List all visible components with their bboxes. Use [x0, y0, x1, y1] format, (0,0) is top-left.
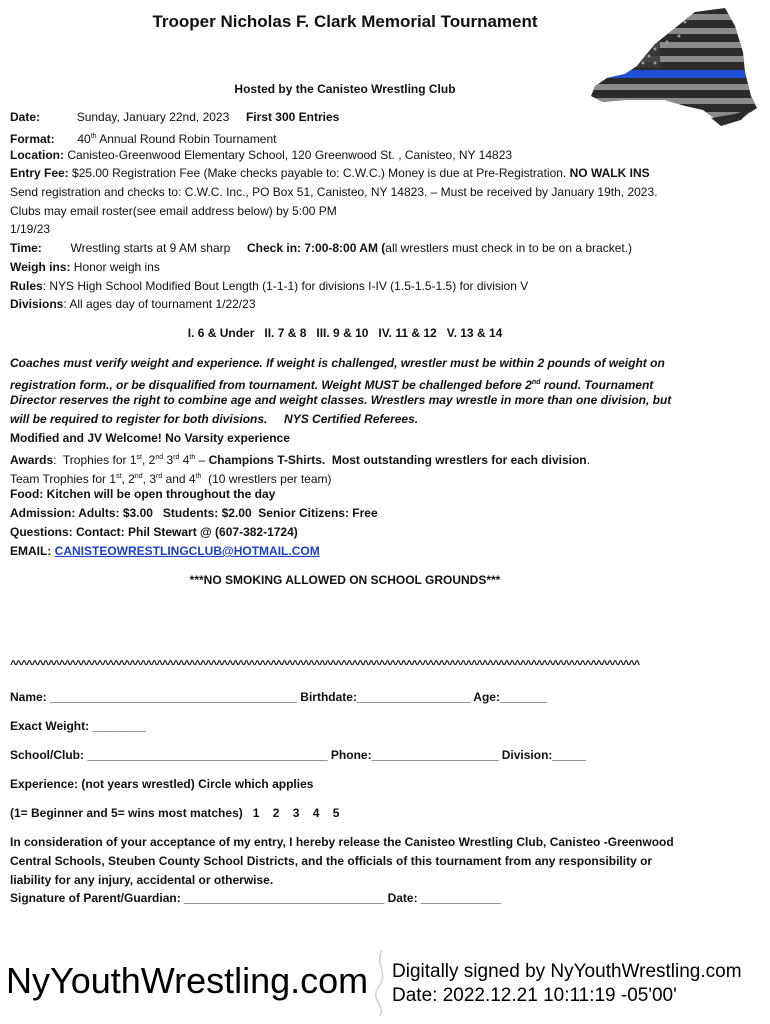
experience-scale-line: (1= Beginner and 5= wins most matches) 1 2 3 4 5 [10, 806, 340, 820]
awards-sup-3: rd [173, 454, 180, 461]
location-label: Location: [10, 148, 64, 162]
email-label: EMAIL: [10, 544, 55, 558]
send-registration-line: Send registration and checks to: C.W.C. Inc., PO Box 51, Canisteo, NY 14823. – Must be received by January 19th, 2023. [10, 185, 658, 199]
location-value: Canisteo-Greenwood Elementary School, 120 Greenwood St. , Canisteo, NY 14823 [67, 148, 513, 162]
school-field-line: School/Club: ____________________________________ Phone:___________________ Division:_____ [10, 748, 586, 762]
awards-place-4: 4 [179, 453, 190, 467]
awards-trophies-text: : Trophies for 1 [53, 453, 137, 467]
team-sup-4: th [195, 473, 202, 480]
format-row [10, 129, 276, 147]
checkin-label: Check in: 7:00-8:00 AM ( [247, 241, 386, 255]
hosted-by: Hosted by the Canisteo Wrestling Club [234, 82, 456, 96]
rules-line-1: Coaches must verify weight and experience. If weight is challenged, wrestler must be within 2 pounds of weight on [10, 356, 665, 370]
awards-place-3: 3 [163, 453, 174, 467]
divisions-value: : All ages day of tournament 1/22/23 [63, 297, 256, 311]
entry-fee-value: $25.00 Registration Fee (Make checks payable to: C.W.C.) Money is due at Pre-Registration. [72, 166, 567, 180]
weigh-ins-label: Weigh ins: [10, 260, 71, 274]
time-value: Wrestling starts at 9 AM sharp [70, 241, 231, 255]
page-title: Trooper Nicholas F. Clark Memorial Tournament [152, 12, 538, 31]
awards-period: . [586, 453, 590, 467]
team-sup-3: rd [156, 473, 163, 480]
email-row [10, 544, 320, 559]
entry-fee-row [10, 166, 650, 181]
name-field-line: Name: _____________________________________ Birthdate:_________________ Age:_______ [10, 690, 547, 704]
welcome-line: Modified and JV Welcome! No Varsity experience [10, 431, 290, 445]
experience-line: Experience: (not years wrestled) Circle which applies [10, 777, 314, 791]
awards-champions: Champions T-Shirts. Most outstanding wrestlers for each division [208, 453, 587, 467]
awards-label: Awards [10, 453, 54, 467]
admission-line: Admission: Adults: $3.00 Students: $2.00 Senior Citizens: Free [10, 506, 378, 520]
format-sup: th [90, 133, 97, 140]
team-trophies-text: Team Trophies for 1 [10, 472, 117, 486]
brand-footer: NyYouthWrestling.com [6, 960, 369, 1001]
digital-signature-date: Date: 2022.12.21 10:11:19 -05'00' [392, 985, 677, 1006]
deadline-line: 1/19/23 [10, 222, 51, 236]
rules-line-2 [10, 375, 653, 393]
rules-value: : NYS High School Modified Bout Length (1-1-1) for divisions I-IV (1.5-1.5-1.5) for division V [42, 279, 529, 293]
email-link[interactable]: CANISTEOWRESTLINGCLUB@HOTMAIL.COM [54, 544, 320, 558]
rules-row [10, 279, 528, 294]
release-line-2: Central Schools, Steuben County School Districts, and the officials of this tournament from any responsibility or [10, 854, 653, 868]
team-place-2: , 2 [121, 472, 135, 486]
team-place-4: and 4 [162, 472, 196, 486]
divisions-label: Divisions [10, 297, 64, 311]
entry-fee-label: Entry Fee: [10, 166, 69, 180]
separator-line: ^^^^^^^^^^^^^^^^^^^^^^^^^^^^^^^^^^^^^^^^^^^^^^^^^^^^^^^^^^^^^^^^^^^^^^^^^^^^^^^^^^^^^^^^^^^^^^^^^^^^^^^^^^^^^^^^^^^^ [10, 659, 640, 671]
date-value: Sunday, January 22nd, 2023 [76, 110, 230, 124]
new-york-state-thin-blue-line-flag-icon [585, 4, 760, 132]
signature-line: Signature of Parent/Guardian: ______________________________ Date: ____________ [10, 891, 501, 905]
team-place-3: , 3 [142, 472, 156, 486]
awards-sup-1: st [136, 454, 142, 461]
divisions-row [10, 297, 256, 312]
weigh-ins-value: Honor weigh ins [73, 260, 160, 274]
awards-place-2: , 2 [141, 453, 156, 467]
format-label: Format: [10, 132, 55, 146]
rules-label: Rules [10, 279, 43, 293]
team-trophies-suffix: (10 wrestlers per team) [201, 472, 332, 486]
awards-row [10, 450, 590, 468]
rules-line-4: will be required to register for both divisions. NYS Certified Referees. [10, 412, 419, 426]
time-row [10, 241, 632, 256]
date-note: First 300 Entries [245, 110, 340, 124]
weight-field-line: Exact Weight: ________ [10, 719, 146, 733]
date-row [10, 110, 339, 125]
awards-sup-4: th [189, 454, 196, 461]
checkin-value: all wrestlers must check in to be on a bracket.) [385, 241, 633, 255]
weigh-ins-row [10, 260, 160, 275]
food-line: Food: Kitchen will be open throughout the day [10, 487, 276, 501]
awards-dash: – [195, 453, 209, 467]
format-number: 40 [77, 132, 91, 146]
format-value: Annual Round Robin Tournament [99, 132, 277, 146]
release-line-1: In consideration of your acceptance of my entry, I hereby release the Canisteo Wrestling Club, Canisteo -Greenwood [10, 835, 674, 849]
date-label: Date: [10, 110, 41, 124]
no-smoking-notice: ***NO SMOKING ALLOWED ON SCHOOL GROUNDS*** [189, 573, 501, 587]
rules-line-2-sup: nd [531, 379, 541, 386]
team-sup-2: nd [134, 473, 143, 480]
digital-signature-signed-by: Digitally signed by NyYouthWrestling.com [392, 961, 742, 982]
time-label: Time: [10, 241, 42, 255]
rules-line-2b: round. Tournament [540, 378, 654, 392]
rules-line-2a: registration form., or be disqualified from tournament. Weight MUST be challenged before 2 [10, 378, 532, 392]
rules-line-3: Director reserves the right to combine age and weight classes. Wrestlers may wrestle in more than one division, but [10, 393, 672, 407]
questions-line: Questions: Contact: Phil Stewart @ (607-382-1724) [10, 525, 298, 539]
team-trophies-row [10, 469, 332, 487]
division-list: I. 6 & Under II. 7 & 8 III. 9 & 10 IV. 11 & 12 V. 13 & 14 [187, 326, 503, 340]
release-line-3: liability for any injury, accidental or otherwise. [10, 873, 274, 887]
digital-signature [392, 960, 742, 1008]
email-roster-line: Clubs may email roster(see email address below) by 5:00 PM [10, 204, 337, 218]
entry-fee-note: NO WALK INS [569, 166, 650, 180]
awards-sup-2: nd [155, 454, 164, 461]
team-sup-1: st [116, 473, 122, 480]
location-row [10, 148, 512, 163]
